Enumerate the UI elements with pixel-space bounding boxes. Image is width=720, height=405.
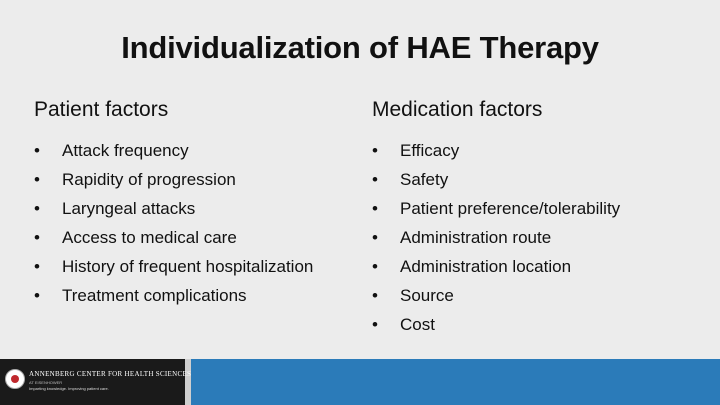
- medication-factors-column: [372, 98, 712, 339]
- list-item: • Patient preference/tolerability: [372, 194, 712, 223]
- medication-factors-list: [372, 136, 712, 339]
- medication-factors-heading: Medication factors: [372, 98, 543, 121]
- list-item: • Rapidity of progression: [34, 165, 354, 194]
- logo-tagline: Imparting knowledge. Improving patient care.: [29, 386, 109, 391]
- list-item: • Safety: [372, 165, 712, 194]
- list-item: • Access to medical care: [34, 223, 354, 252]
- patient-factors-heading: Patient factors: [34, 98, 169, 121]
- logo-text: ANNENBERG CENTER FOR HEALTH SCIENCES: [29, 370, 192, 378]
- list-item: • Attack frequency: [34, 136, 354, 165]
- footer-logo: [0, 359, 192, 405]
- patient-factors-list: [34, 136, 354, 310]
- list-item: • History of frequent hospitalization: [34, 252, 354, 281]
- patient-factors-column: [34, 98, 354, 310]
- list-item: • Administration location: [372, 252, 712, 281]
- logo-subtext: AT EISENHOWER: [29, 380, 63, 385]
- list-item: • Source: [372, 281, 712, 310]
- seal-icon: [5, 369, 25, 389]
- list-item: • Treatment complications: [34, 281, 354, 310]
- list-item: • Efficacy: [372, 136, 712, 165]
- slide-title: Individualization of HAE Therapy: [121, 30, 599, 65]
- footer-accent-bar: [191, 359, 720, 405]
- list-item: • Administration route: [372, 223, 712, 252]
- list-item: • Cost: [372, 310, 712, 339]
- list-item: • Laryngeal attacks: [34, 194, 354, 223]
